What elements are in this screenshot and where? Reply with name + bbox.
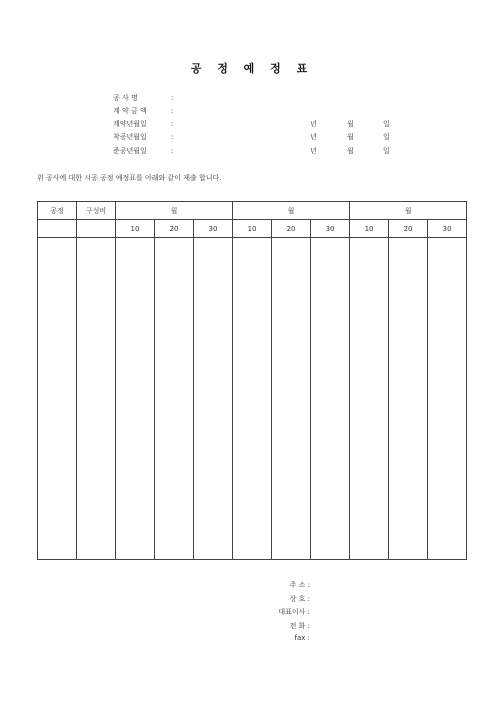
start-date-row: 착공년월일 : [113,133,174,141]
schedule-cell[interactable] [389,238,428,560]
start-date-label: 착공년월일 [113,133,147,141]
contract-date-row: 계약년월일 : [113,120,174,128]
submission-statement: 위 공사에 대한 시공 공정 예정표를 아래와 같이 제출 합니다. [37,174,222,182]
contract-date-fields [310,119,390,129]
day-header: 10 [233,220,272,238]
day-header: 20 [389,220,428,238]
schedule-cell[interactable] [428,238,467,560]
day-header: 10 [116,220,155,238]
schedule-cell[interactable] [311,238,350,560]
page-title: 공 정 예 정 표 [190,62,314,75]
day-header: 20 [272,220,311,238]
composition-cell[interactable] [77,238,116,560]
month-header: 월 [350,202,467,220]
project-name-row: 공 사 명 : [113,94,174,102]
month-header: 월 [233,202,350,220]
table-subheader-row [38,220,467,238]
fax-label: fax : [294,634,310,642]
table-body-row [38,238,467,560]
contract-amount-row: 계 약 금 액 : [113,107,174,115]
schedule-cell[interactable] [272,238,311,560]
day-header: 20 [155,220,194,238]
empty-cell [38,220,77,238]
completion-date-label: 준공년월일 [113,147,147,155]
day-label: 일 [383,133,390,141]
day-header: 30 [311,220,350,238]
month-label: 월 [347,133,354,141]
month-label: 월 [347,120,354,128]
ceo-label: 대표이사 : [278,608,310,616]
completion-date-row: 준공년월일 : [113,147,174,155]
completion-date-fields [310,146,390,156]
month-header: 월 [116,202,233,220]
day-header: 30 [194,220,233,238]
table-header-row [38,202,467,220]
day-header: 30 [428,220,467,238]
year-label: 년 [310,133,317,141]
schedule-cell[interactable] [350,238,389,560]
process-cell[interactable] [38,238,77,560]
day-label: 일 [383,147,390,155]
start-date-fields [310,132,390,142]
project-name-label: 공 사 명 [113,94,138,102]
year-label: 년 [310,120,317,128]
schedule-cell[interactable] [116,238,155,560]
process-header: 공정 [38,202,77,220]
phone-label: 전 화 : [289,622,310,630]
schedule-cell[interactable] [194,238,233,560]
contract-amount-label: 계 약 금 액 [113,107,147,115]
schedule-cell[interactable] [155,238,194,560]
address-label: 주 소 : [289,581,310,589]
schedule-cell[interactable] [233,238,272,560]
schedule-table [37,201,467,560]
empty-cell [77,220,116,238]
month-label: 월 [347,147,354,155]
company-label: 상 호 : [289,595,310,603]
day-header: 10 [350,220,389,238]
contract-date-label: 계약년월일 [113,120,147,128]
year-label: 년 [310,147,317,155]
composition-header: 구성비 [77,202,116,220]
day-label: 일 [383,120,390,128]
